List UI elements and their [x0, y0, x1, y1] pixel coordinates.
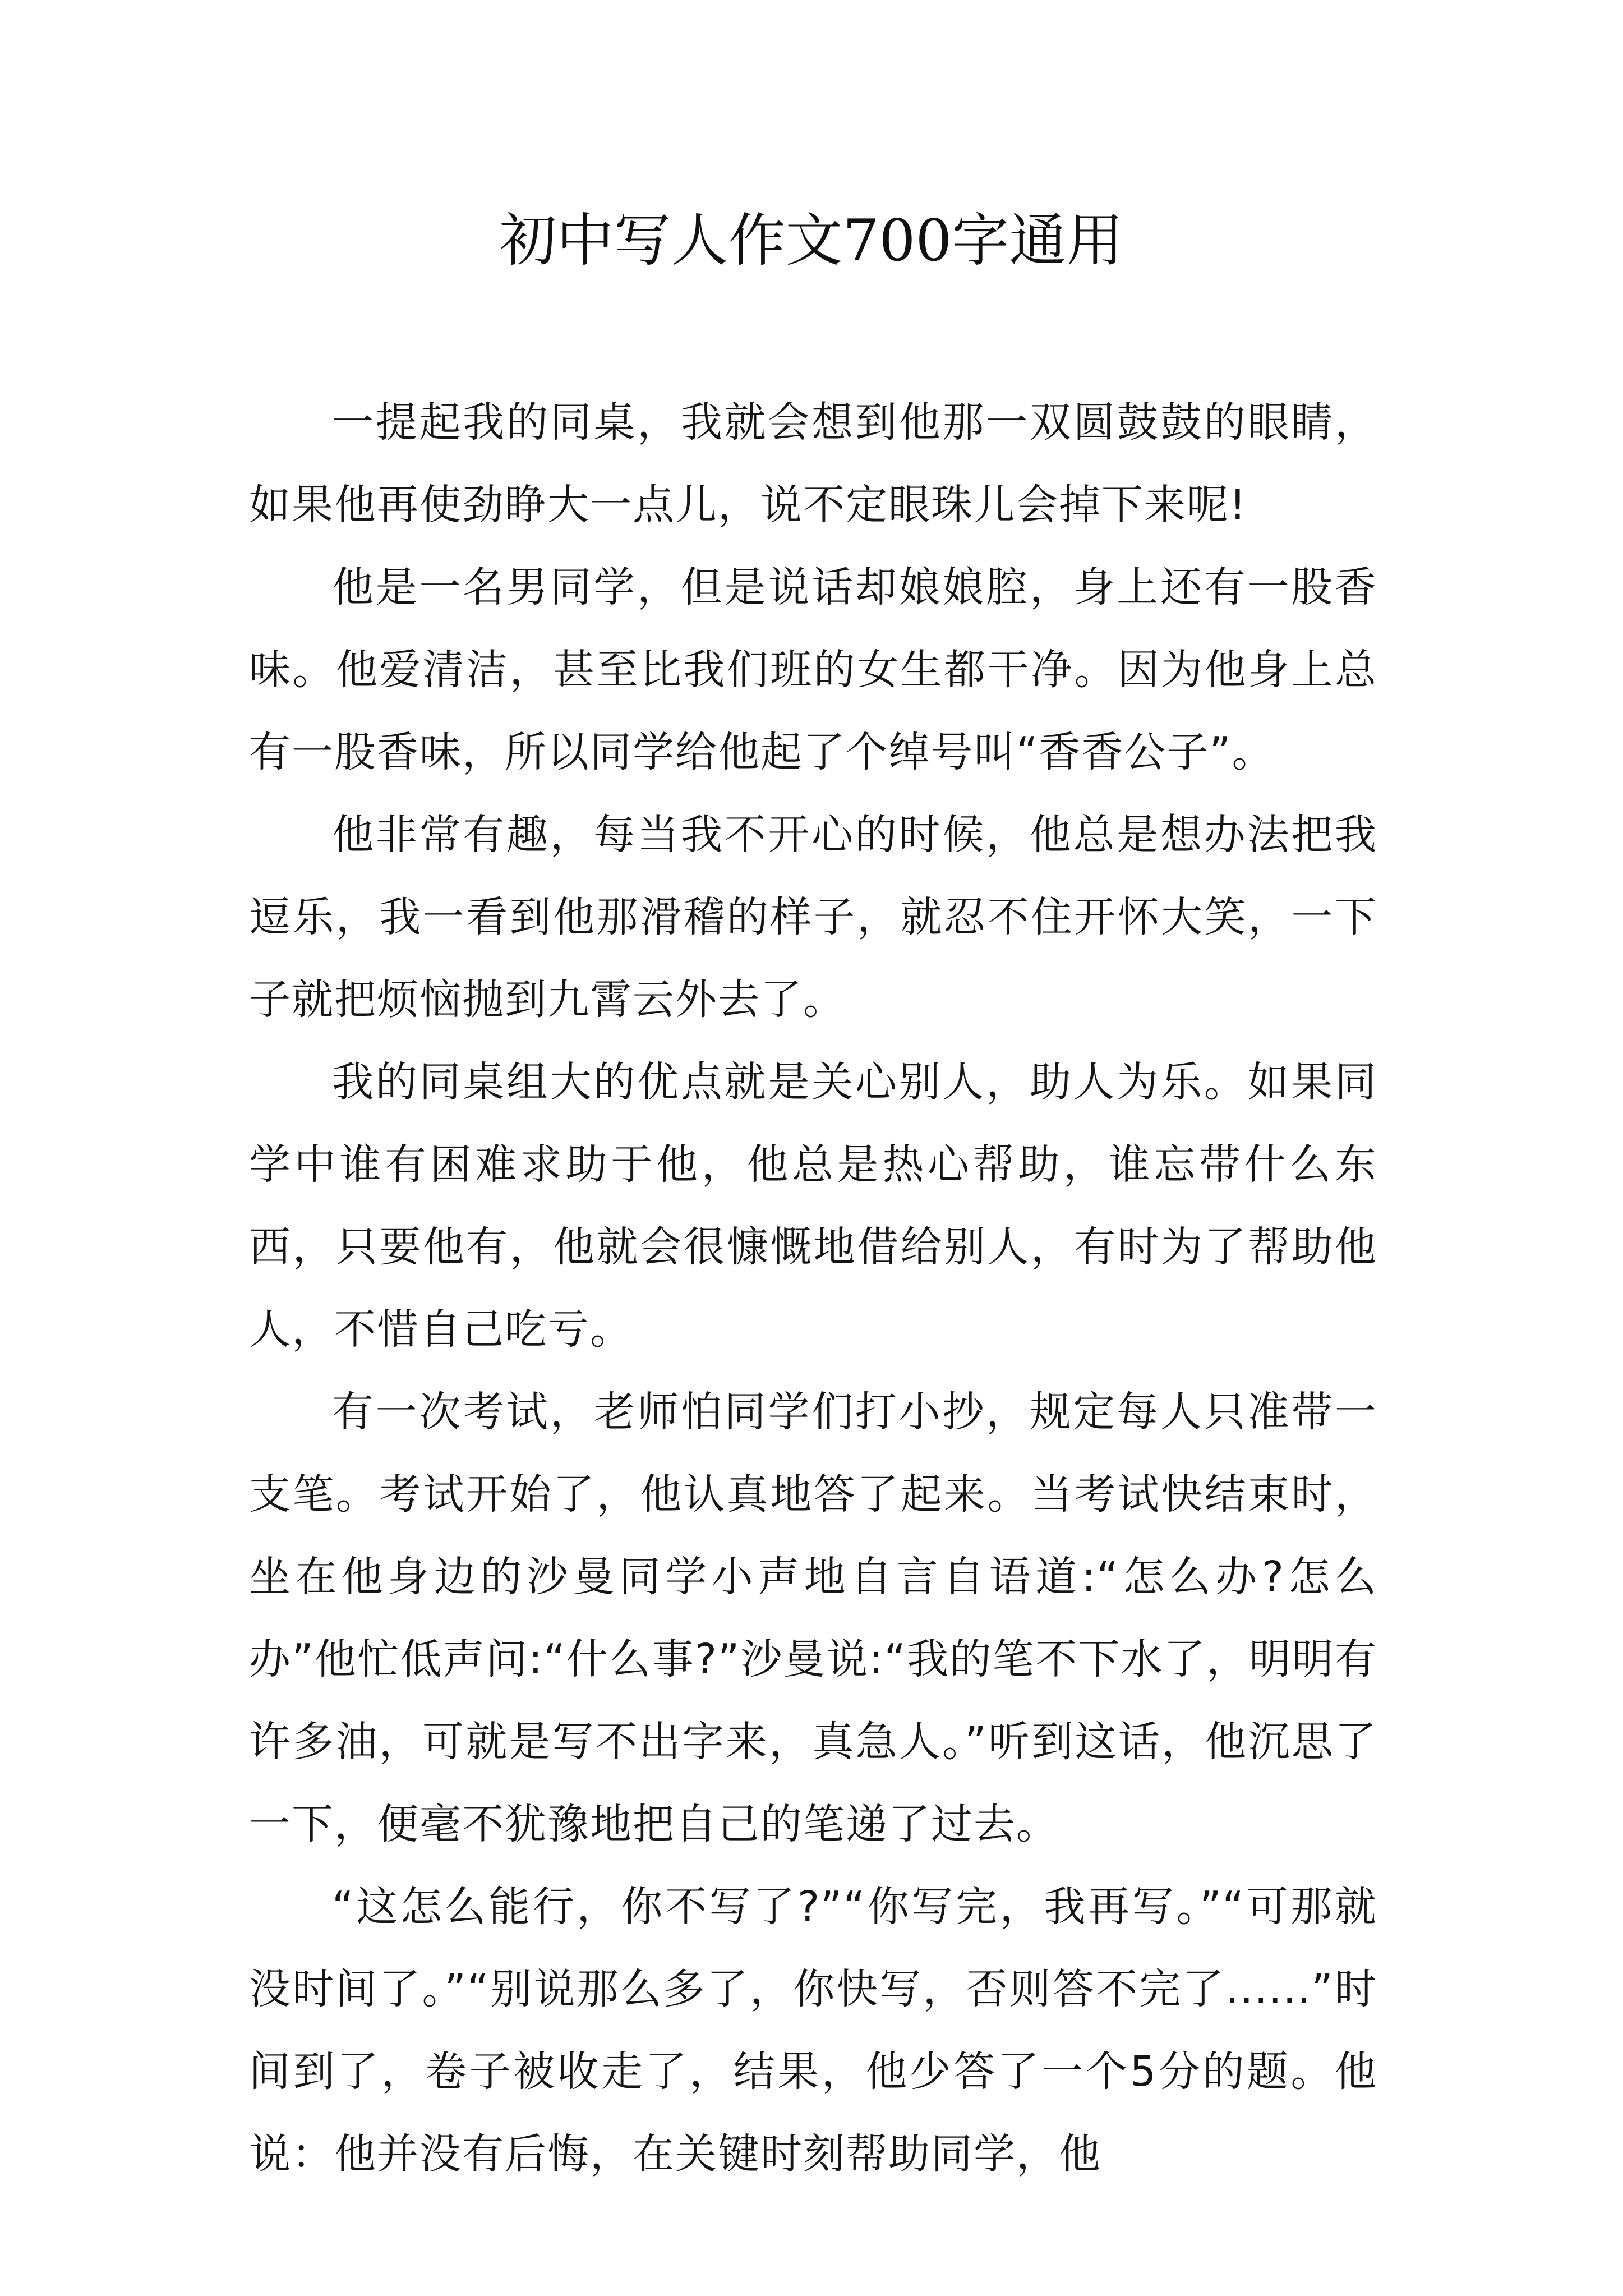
paragraph-6: “这怎么能行，你不写了?”“你写完，我再写。”“可那就没时间了。”“别说那么多了，你快写，否则答不完了......”时间到了，卷子被收走了，结果，他少答了一个5分的题。他说：他并没有后悔，在关键时刻帮助同学，他: [249, 1883, 1377, 2178]
paragraph-1: 一提起我的同桌，我就会想到他那一双圆鼓鼓的眼睛，如果他再使劲睁大一点儿，说不定眼珠儿会掉下来呢!: [249, 398, 1377, 529]
paragraph-3: 他非常有趣，每当我不开心的时候，他总是想办法把我逗乐，我一看到他那滑稽的样子，就忍不住开怀大笑，一下子就把烦恼抛到九霄云外去了。: [249, 811, 1377, 1024]
paragraph-2: 他是一名男同学，但是说话却娘娘腔，身上还有一股香味。他爱清洁，甚至比我们班的女生都干净。因为他身上总有一股香味，所以同学给他起了个绰号叫“香香公子”。: [249, 563, 1377, 776]
paragraph-5: 有一次考试，老师怕同学们打小抄，规定每人只准带一支笔。考试开始了，他认真地答了起来。当考试快结束时，坐在他身边的沙曼同学小声地自言自语道:“怎么办?怎么办”他忙低声问:“什么事?”沙曼说:“我的笔不下水了，明明有许多油，可就是写不出字来，真急人。”听到这话，他沉思了一下，便毫不犹豫地把自己的笔递了过去。: [249, 1388, 1377, 1848]
document-body: [249, 381, 1377, 2196]
document-title: 初中写人作文700字通用: [499, 208, 1124, 274]
paragraph-4: 我的同桌组大的优点就是关心别人，助人为乐。如果同学中谁有困难求助于他，他总是热心帮助，谁忘带什么东西，只要他有，他就会很慷慨地借给别人，有时为了帮助他人，不惜自己吃亏。: [249, 1058, 1377, 1354]
